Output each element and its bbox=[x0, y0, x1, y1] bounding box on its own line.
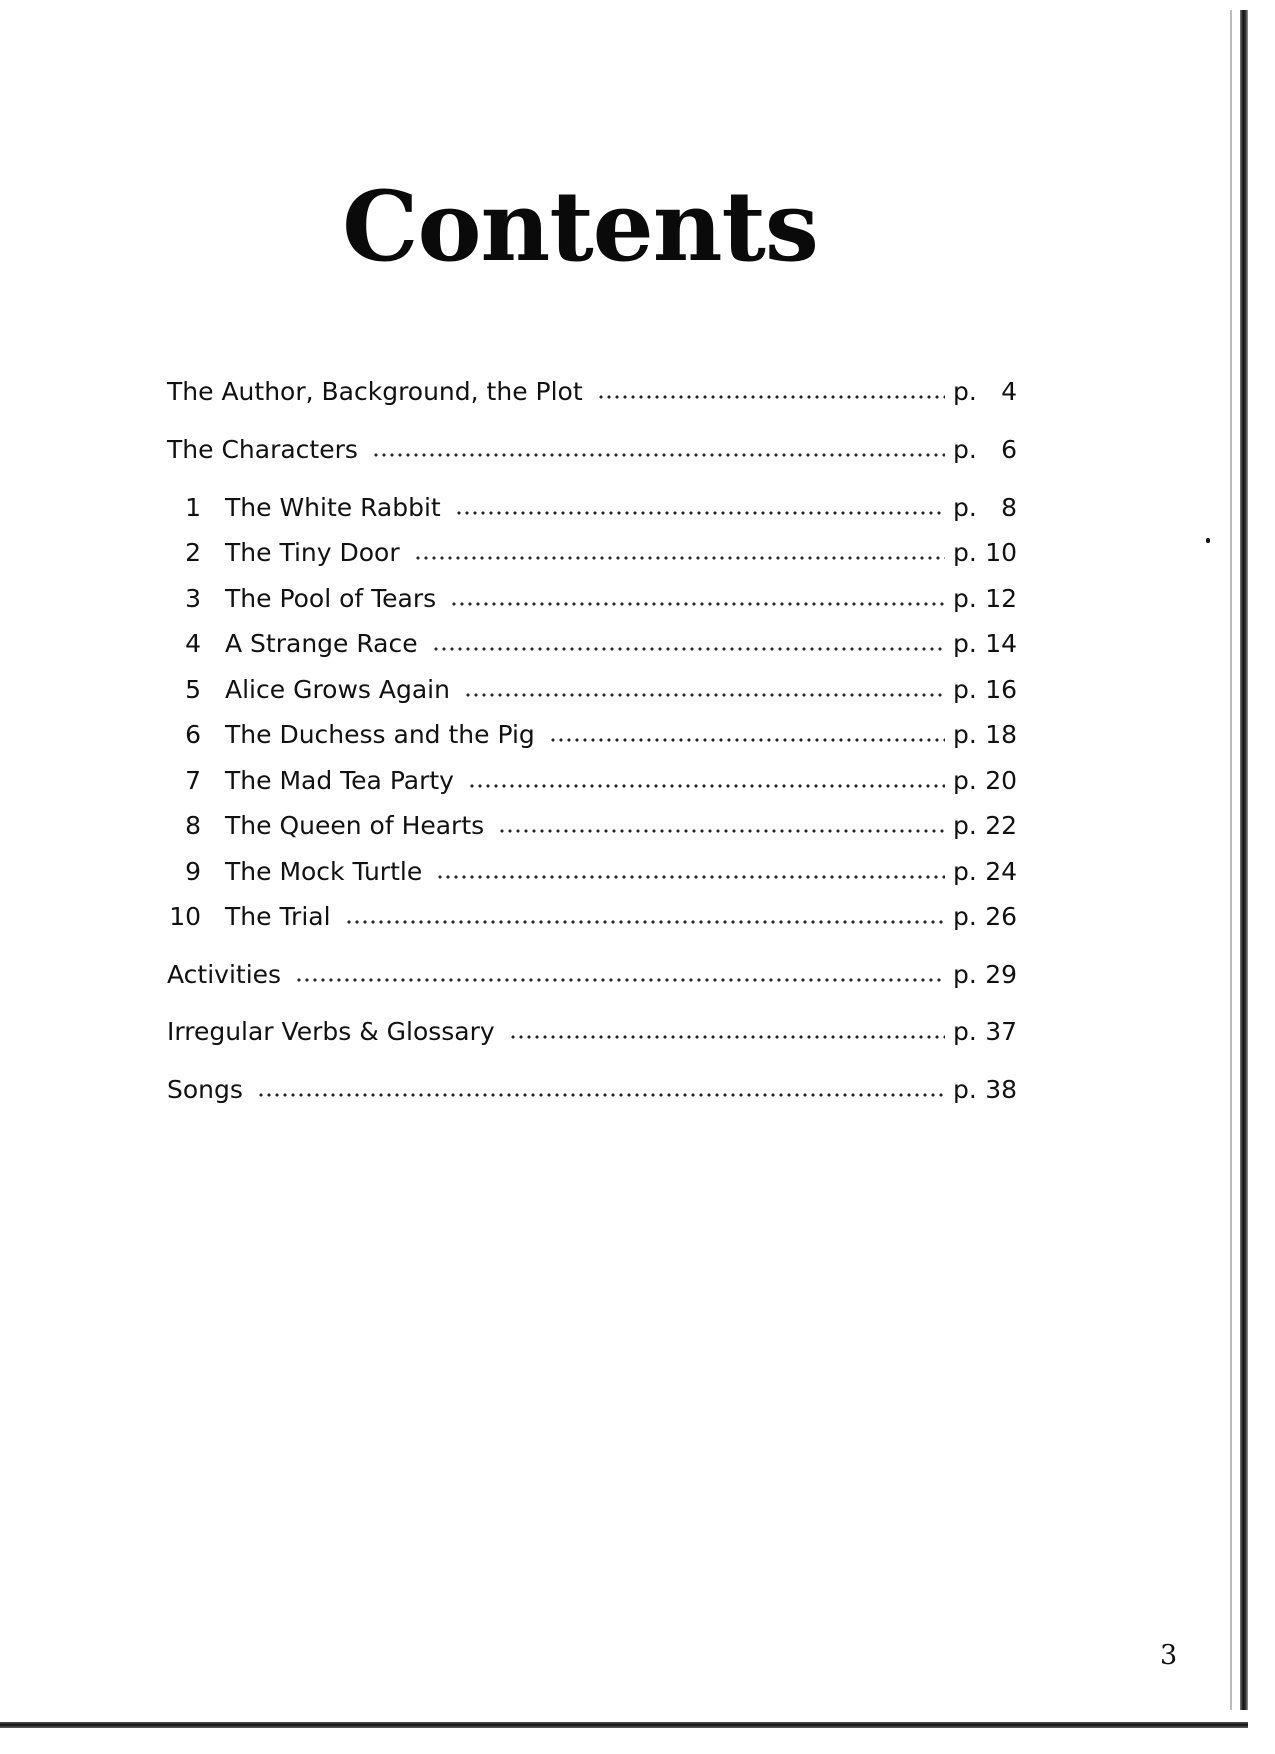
dot-leader bbox=[295, 978, 945, 982]
chapter-number: 6 bbox=[185, 720, 201, 749]
toc-entry-label: The Queen of Hearts bbox=[225, 811, 485, 840]
dot-leader bbox=[257, 1093, 945, 1097]
toc-entry-chapter-10[interactable] bbox=[167, 900, 1017, 934]
toc-entry-page: p. 16 bbox=[953, 675, 1017, 704]
toc-entry-label: Alice Grows Again bbox=[225, 675, 450, 704]
toc-entry-activities[interactable] bbox=[167, 958, 1017, 992]
chapter-number: 5 bbox=[185, 675, 201, 704]
dot-leader bbox=[436, 875, 945, 879]
toc-entry-page: p. 10 bbox=[953, 538, 1017, 567]
toc-entry-chapter-2[interactable] bbox=[167, 536, 1017, 570]
chapter-number: 8 bbox=[185, 811, 201, 840]
toc-entry-chapter-9[interactable] bbox=[167, 855, 1017, 889]
chapter-number: 4 bbox=[185, 629, 201, 658]
toc-entry-characters[interactable] bbox=[167, 433, 1017, 467]
dot-leader bbox=[464, 693, 945, 697]
toc-entry-author[interactable] bbox=[167, 375, 1017, 409]
dot-leader bbox=[372, 453, 945, 457]
toc-entry-label: Songs bbox=[167, 1075, 243, 1104]
toc-entry-page: p. 12 bbox=[953, 584, 1017, 613]
toc-entry-label: The Mad Tea Party bbox=[225, 766, 454, 795]
toc-entry-label: The Author, Background, the Plot bbox=[167, 377, 583, 406]
toc-entry-chapter-4[interactable] bbox=[167, 627, 1017, 661]
toc-entry-page: p. 14 bbox=[953, 629, 1017, 658]
chapter-number: 3 bbox=[185, 584, 201, 613]
toc-entry-page: p. 22 bbox=[953, 811, 1017, 840]
toc-entry-label: The Mock Turtle bbox=[225, 857, 423, 886]
dot-leader bbox=[455, 511, 945, 515]
toc-entry-chapter-1[interactable] bbox=[167, 491, 1017, 525]
chapter-number: 10 bbox=[169, 902, 201, 931]
dot-leader bbox=[509, 1035, 945, 1039]
toc-entry-page: p. 26 bbox=[953, 902, 1017, 931]
dot-leader bbox=[450, 602, 945, 606]
toc-entry-label: Irregular Verbs & Glossary bbox=[167, 1017, 495, 1046]
toc-entry-page: p. 18 bbox=[953, 720, 1017, 749]
page-title: Contents bbox=[342, 170, 818, 283]
toc-entry-chapter-7[interactable] bbox=[167, 764, 1017, 798]
dot-leader bbox=[468, 784, 945, 788]
toc-entry-page: p. 29 bbox=[953, 960, 1017, 989]
toc-entry-chapter-5[interactable] bbox=[167, 673, 1017, 707]
toc-entry-label: The White Rabbit bbox=[225, 493, 441, 522]
scan-edge-shadow bbox=[1230, 10, 1232, 1710]
dot-leader bbox=[549, 738, 945, 742]
toc-entry-glossary[interactable] bbox=[167, 1015, 1017, 1049]
dot-leader bbox=[498, 829, 945, 833]
chapter-number: 9 bbox=[185, 857, 201, 886]
scan-right-border bbox=[1240, 10, 1248, 1710]
toc-entry-page: p. 38 bbox=[953, 1075, 1017, 1104]
toc-entry-label: A Strange Race bbox=[225, 629, 418, 658]
dot-leader bbox=[432, 647, 945, 651]
chapter-number: 2 bbox=[185, 538, 201, 567]
chapter-number: 1 bbox=[185, 493, 201, 522]
toc-entry-page: p. 24 bbox=[953, 857, 1017, 886]
toc-entry-page: p. 6 bbox=[953, 435, 1017, 464]
toc-entry-page: p. 37 bbox=[953, 1017, 1017, 1046]
dot-leader bbox=[597, 395, 945, 399]
toc-entry-label: The Tiny Door bbox=[225, 538, 400, 567]
toc-entry-label: The Pool of Tears bbox=[225, 584, 437, 613]
page-number: 3 bbox=[1160, 1640, 1178, 1671]
chapter-number: 7 bbox=[185, 766, 201, 795]
scan-bottom-border bbox=[0, 1722, 1248, 1728]
dot-leader bbox=[345, 920, 945, 924]
toc-entry-chapter-6[interactable] bbox=[167, 718, 1017, 752]
toc-entry-label: Activities bbox=[167, 960, 282, 989]
dot-leader bbox=[414, 556, 945, 560]
toc-entry-page: p. 8 bbox=[953, 493, 1017, 522]
toc-entry-label: The Duchess and the Pig bbox=[225, 720, 535, 749]
scan-speck bbox=[1206, 538, 1210, 543]
toc-entry-label: The Trial bbox=[225, 902, 331, 931]
toc-entry-songs[interactable] bbox=[167, 1073, 1017, 1107]
toc-entry-page: p. 4 bbox=[953, 377, 1017, 406]
toc-entry-chapter-3[interactable] bbox=[167, 582, 1017, 616]
toc-entry-label: The Characters bbox=[167, 435, 358, 464]
toc-entry-page: p. 20 bbox=[953, 766, 1017, 795]
toc-entry-chapter-8[interactable] bbox=[167, 809, 1017, 843]
